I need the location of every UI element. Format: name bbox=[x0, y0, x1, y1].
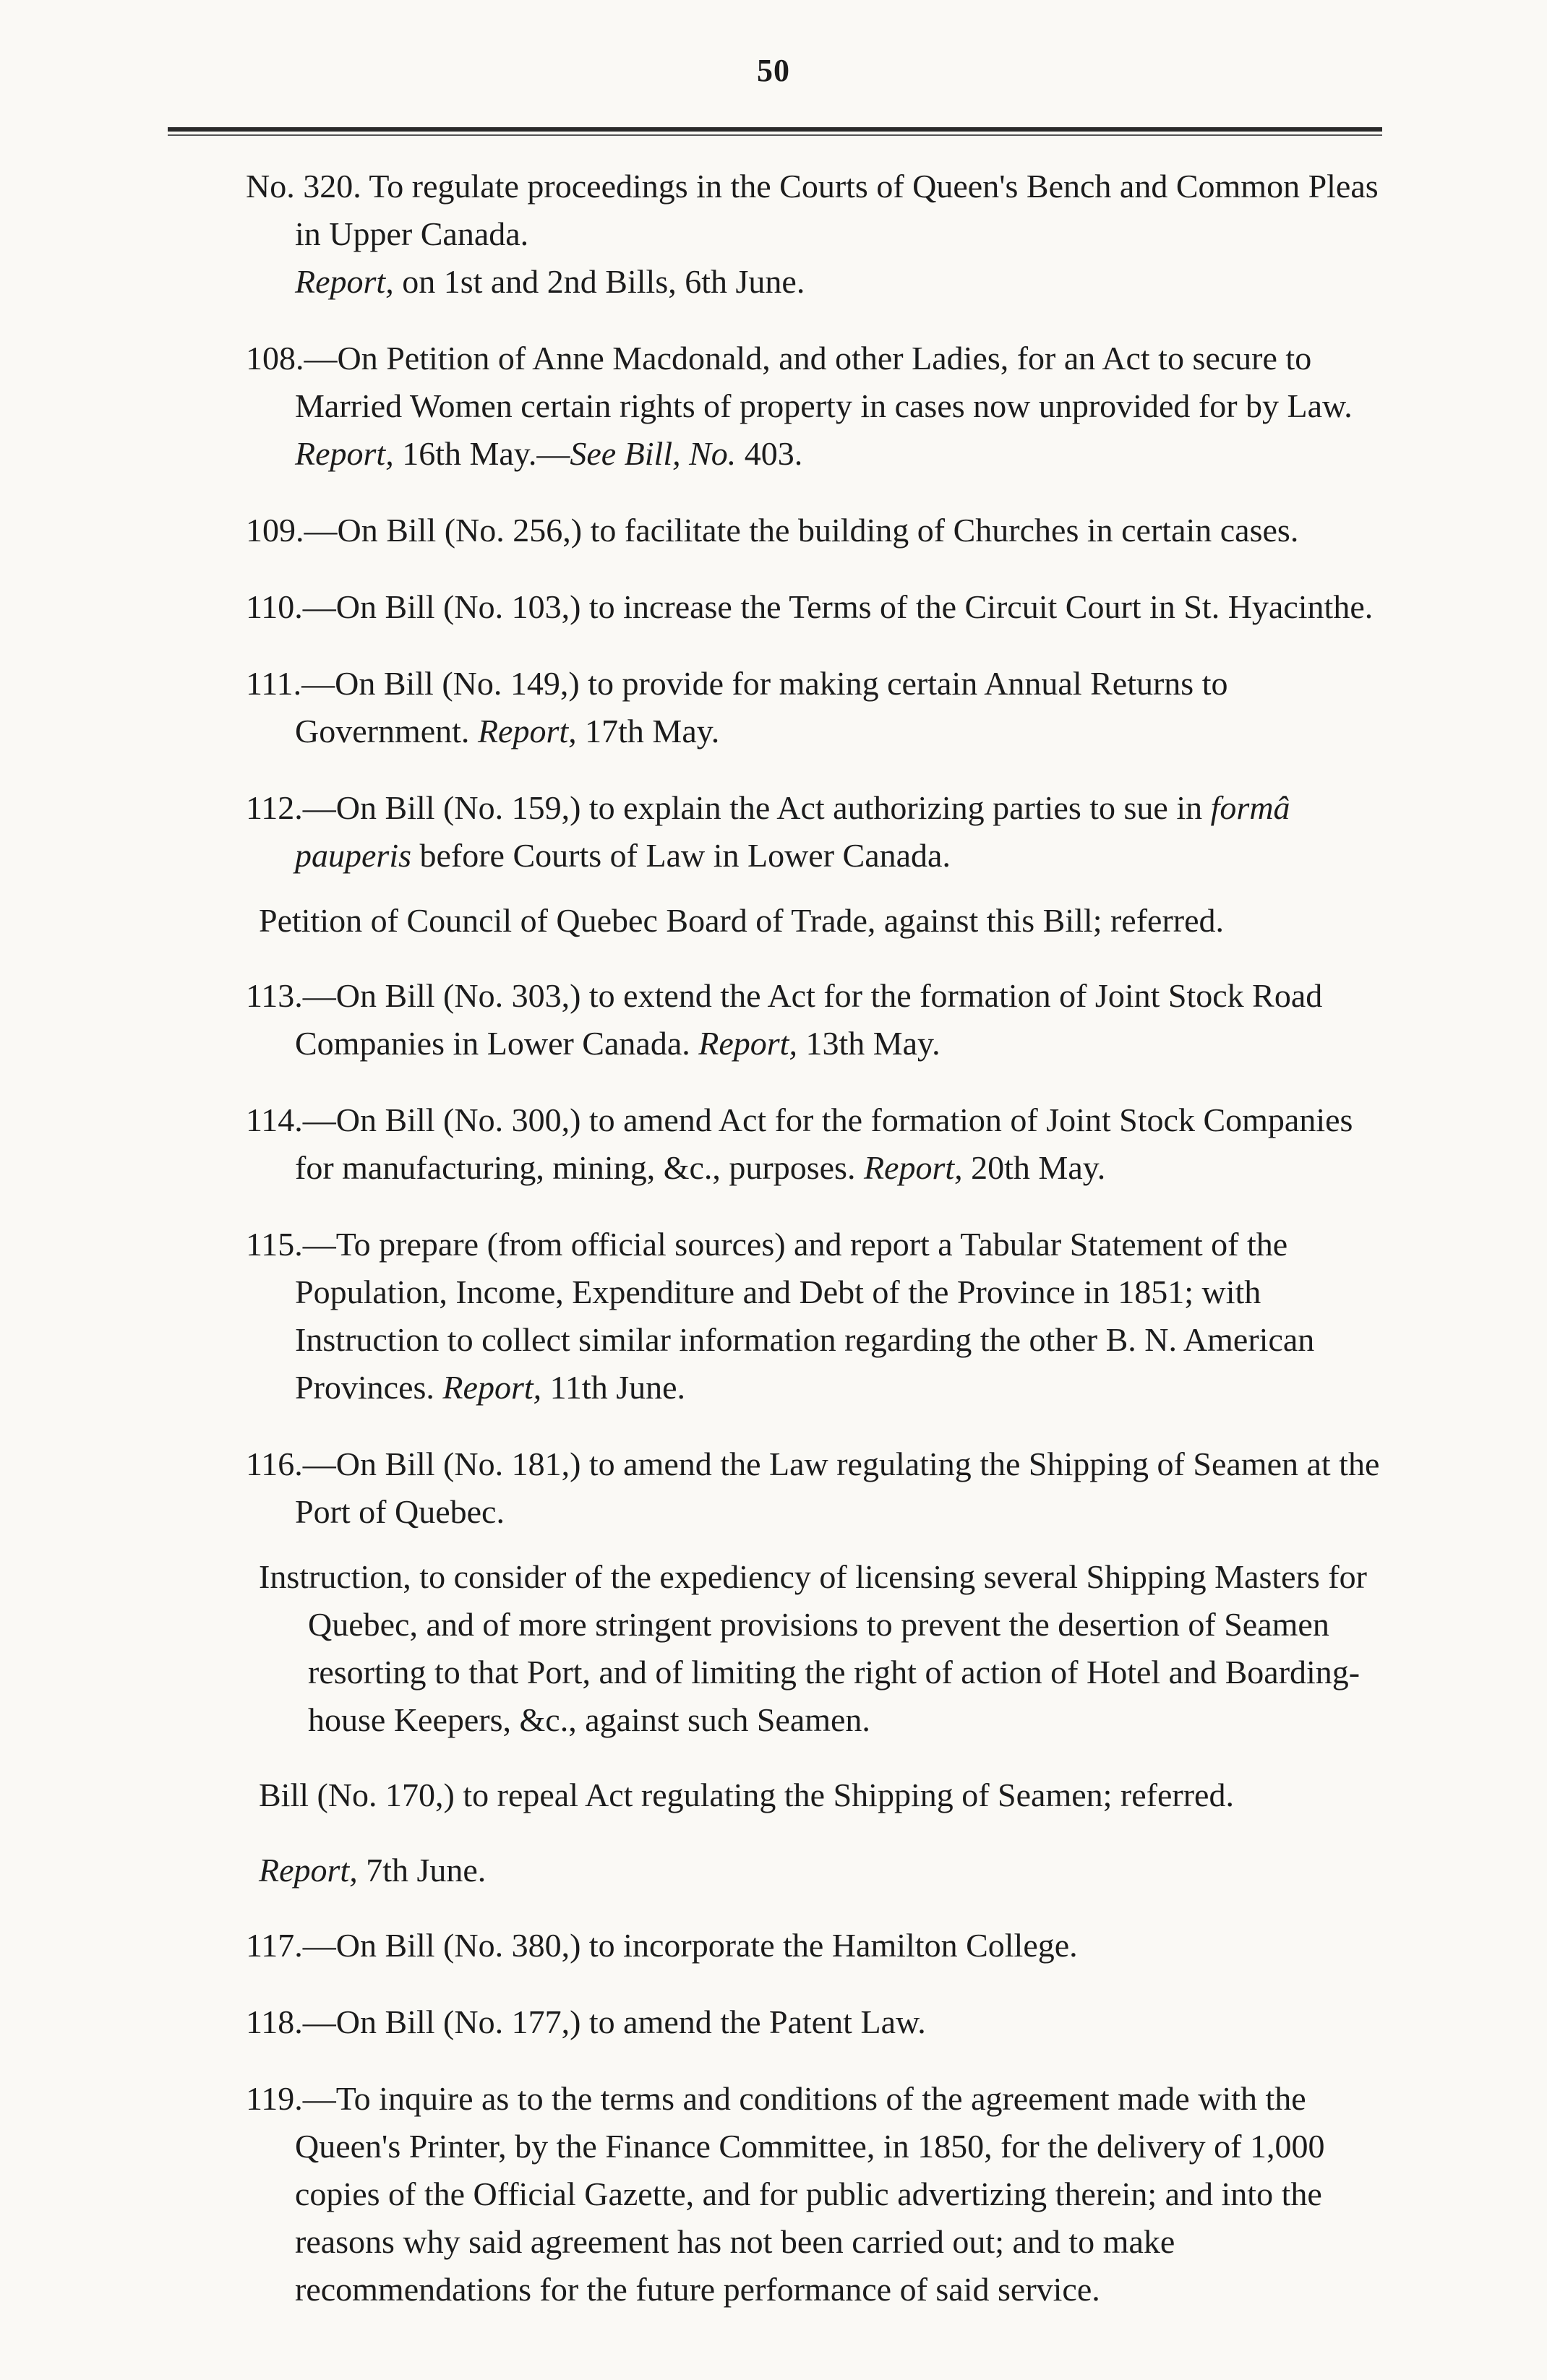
entry-no-320 bbox=[246, 163, 1388, 306]
entry-number: 116. bbox=[246, 1445, 303, 1482]
entry-text: —On Bill (No. 181,) to amend the Law regulating the Shipping of Seamen at the Port of Quebec. bbox=[295, 1445, 1380, 1530]
entry-116-instruction: Instruction, to consider of the expediency of licensing several Shipping Masters for Quebec, and of more stringent provisions to prevent the desertion of Seamen resorting to that Port, and of limiting the right of action of Hotel and Boarding-house Keepers, &c., against such Seamen. bbox=[259, 1558, 1367, 1738]
entry-number: No. 320. bbox=[246, 168, 361, 205]
entry-116-report bbox=[259, 1847, 1388, 1894]
report-text: 13th May. bbox=[805, 1025, 940, 1062]
see-reference: See Bill, No. bbox=[570, 435, 737, 472]
entry-110 bbox=[246, 583, 1388, 631]
entry-number: 118. bbox=[246, 2003, 303, 2040]
entry-text: —On Bill (No. 303,) to extend the Act for the formation of Joint Stock Road Companies in Lower Canada. bbox=[295, 977, 1323, 1062]
entry-number: 114. bbox=[246, 1101, 303, 1138]
report-text: 20th May. bbox=[971, 1149, 1106, 1186]
entry-number: 108. bbox=[246, 340, 304, 377]
report-text: 11th June. bbox=[549, 1369, 686, 1406]
entry-text: To regulate proceedings in the Courts of Queen's Bench and Common Pleas in Upper Canada. bbox=[295, 168, 1379, 252]
entry-117 bbox=[246, 1922, 1388, 1969]
entry-number: 109. bbox=[246, 512, 304, 549]
entry-number: 112. bbox=[246, 789, 303, 826]
entry-number: 111. bbox=[246, 665, 302, 702]
header-rule bbox=[168, 127, 1382, 132]
entry-116-bill-referred: Bill (No. 170,) to repeal Act regulating the Shipping of Seamen; referred. bbox=[259, 1777, 1234, 1813]
entry-number: 119. bbox=[246, 2080, 303, 2117]
report-label: Report, bbox=[442, 1369, 542, 1406]
entry-text-continued: before Courts of Law in Lower Canada. bbox=[419, 837, 951, 874]
entry-109 bbox=[246, 507, 1388, 554]
entry-119 bbox=[246, 2075, 1388, 2314]
entry-text: —On Bill (No. 300,) to amend Act for the formation of Joint Stock Companies for manufacturing, mining, &c., purposes. bbox=[295, 1101, 1353, 1186]
report-text: 7th June. bbox=[366, 1852, 487, 1889]
entry-112-petition: Petition of Council of Quebec Board of Trade, against this Bill; referred. bbox=[259, 902, 1225, 939]
entry-text: —To inquire as to the terms and conditions of the agreement made with the Queen's Printer, by the Finance Committee, in 1850, for the delivery of 1,000 copies of the Official Gazette, and for public advertizing therein; and into the reasons why said agreement has not been carried out; and to make recommendations for the future performance of said service. bbox=[295, 2080, 1325, 2308]
entry-text: —On Bill (No. 256,) to facilitate the building of Churches in certain cases. bbox=[304, 512, 1299, 549]
entry-number: 113. bbox=[246, 977, 303, 1014]
entry-112 bbox=[246, 784, 1388, 880]
entry-113 bbox=[246, 972, 1388, 1067]
report-text: 16th May.— bbox=[402, 435, 570, 472]
entry-111 bbox=[246, 660, 1388, 755]
entry-text: —On Bill (No. 149,) to provide for making certain Annual Returns to Government. bbox=[295, 665, 1228, 749]
latin-phrase: formâ pauperis bbox=[295, 789, 1290, 874]
report-label: Report, bbox=[295, 263, 394, 300]
entry-115 bbox=[246, 1221, 1388, 1412]
entry-number: 110. bbox=[246, 588, 303, 625]
report-label: Report, bbox=[259, 1852, 358, 1889]
report-label: Report, bbox=[477, 713, 577, 749]
entry-text: —On Bill (No. 103,) to increase the Terms of the Circuit Court in St. Hyacinthe. bbox=[302, 588, 1374, 625]
report-label: Report, bbox=[863, 1149, 963, 1186]
report-label: Report, bbox=[295, 435, 394, 472]
document-body bbox=[246, 163, 1388, 2342]
entry-text: —On Bill (No. 177,) to amend the Patent Law. bbox=[302, 2003, 926, 2040]
entry-108 bbox=[246, 335, 1388, 478]
see-number: 403. bbox=[744, 435, 803, 472]
report-text: 17th May. bbox=[585, 713, 720, 749]
entry-number: 115. bbox=[246, 1226, 303, 1263]
entry-text: —On Bill (No. 159,) to explain the Act authorizing parties to sue in bbox=[302, 789, 1203, 826]
report-text: on 1st and 2nd Bills, 6th June. bbox=[402, 263, 805, 300]
entry-text: —To prepare (from official sources) and report a Tabular Statement of the Population, Income, Expenditure and Debt of the Province in 1851; with Instruction to collect similar information regarding the other B. N. American Provinces. bbox=[295, 1226, 1315, 1406]
report-label: Report, bbox=[698, 1025, 797, 1062]
entry-number: 117. bbox=[246, 1927, 303, 1964]
entry-text: —On Bill (No. 380,) to incorporate the Hamilton College. bbox=[302, 1927, 1078, 1964]
entry-114 bbox=[246, 1096, 1388, 1192]
page-number: 50 bbox=[757, 53, 790, 88]
entry-118 bbox=[246, 1998, 1388, 2046]
entry-text: —On Petition of Anne Macdonald, and other Ladies, for an Act to secure to Married Women certain rights of property in cases now unprovided for by Law. bbox=[295, 340, 1353, 424]
header-rule-thin bbox=[168, 134, 1382, 136]
entry-116 bbox=[246, 1440, 1388, 1536]
